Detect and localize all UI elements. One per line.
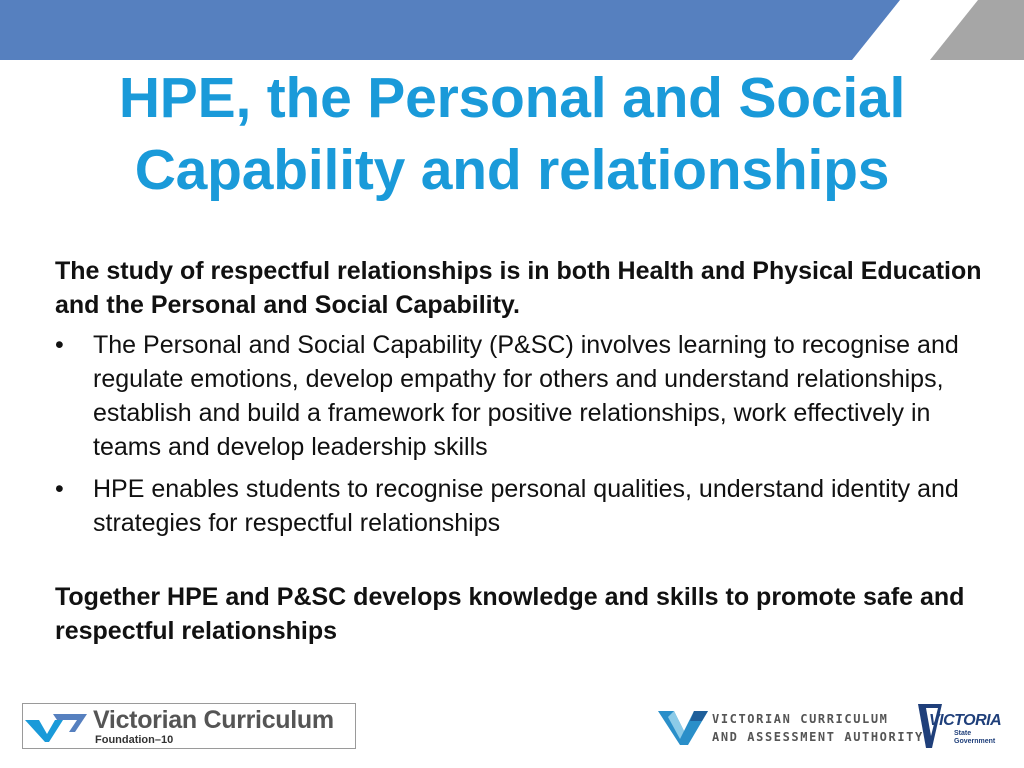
bullet-list [55,328,995,540]
top-banner-shapes [0,0,1024,60]
victorian-curriculum-logo-sub: Foundation–10 [95,734,174,746]
victorian-curriculum-logo-icon [25,710,89,744]
vcaa-logo-icon [658,703,710,747]
vcaa-logo-line-1: VICTORIAN CURRICULUM [712,712,889,726]
slide-body [55,254,995,648]
bullet-item [55,472,995,540]
vcaa-logo [658,703,924,747]
top-banner [0,0,1024,60]
bullet-text: The Personal and Social Capability (P&SC) involves learning to recognise and regulate emotions, develop empathy for others and understand relationships, establish and build a framework for positive relationships, work effectively in teams and develop leadership skills [93,331,959,461]
victoria-logo-state-line-2: Government [954,738,996,745]
bullet-marker: • [55,475,64,503]
slide-title-line-1: HPE, the Personal and Social [118,66,906,130]
bullet-marker: • [55,331,64,359]
closing-paragraph: Together HPE and P&SC develops knowledge and skills to promote safe and respectful relationships [55,583,965,645]
victorian-curriculum-logo-name: Victorian Curriculum [93,706,334,734]
slide-title-line-2: Capability and relationships [134,138,890,202]
blue-banner-band [0,0,900,60]
victoria-logo-word: VICTORIA [929,712,1002,729]
bullet-item [55,328,995,464]
victorian-curriculum-logo [22,703,356,749]
victoria-logo-state [954,730,995,746]
vcaa-logo-line-2: AND ASSESSMENT AUTHORITY [712,730,924,744]
victoria-logo-state-line-1: State [954,730,972,737]
slide-title [0,62,1024,206]
intro-paragraph: The study of respectful relationships is in both Health and Physical Education and the Personal and Social Capability. [55,257,982,319]
bullet-text: HPE enables students to recognise personal qualities, understand identity and strategies for respectful relationships [93,475,959,537]
victoria-state-government-logo [918,702,1004,750]
